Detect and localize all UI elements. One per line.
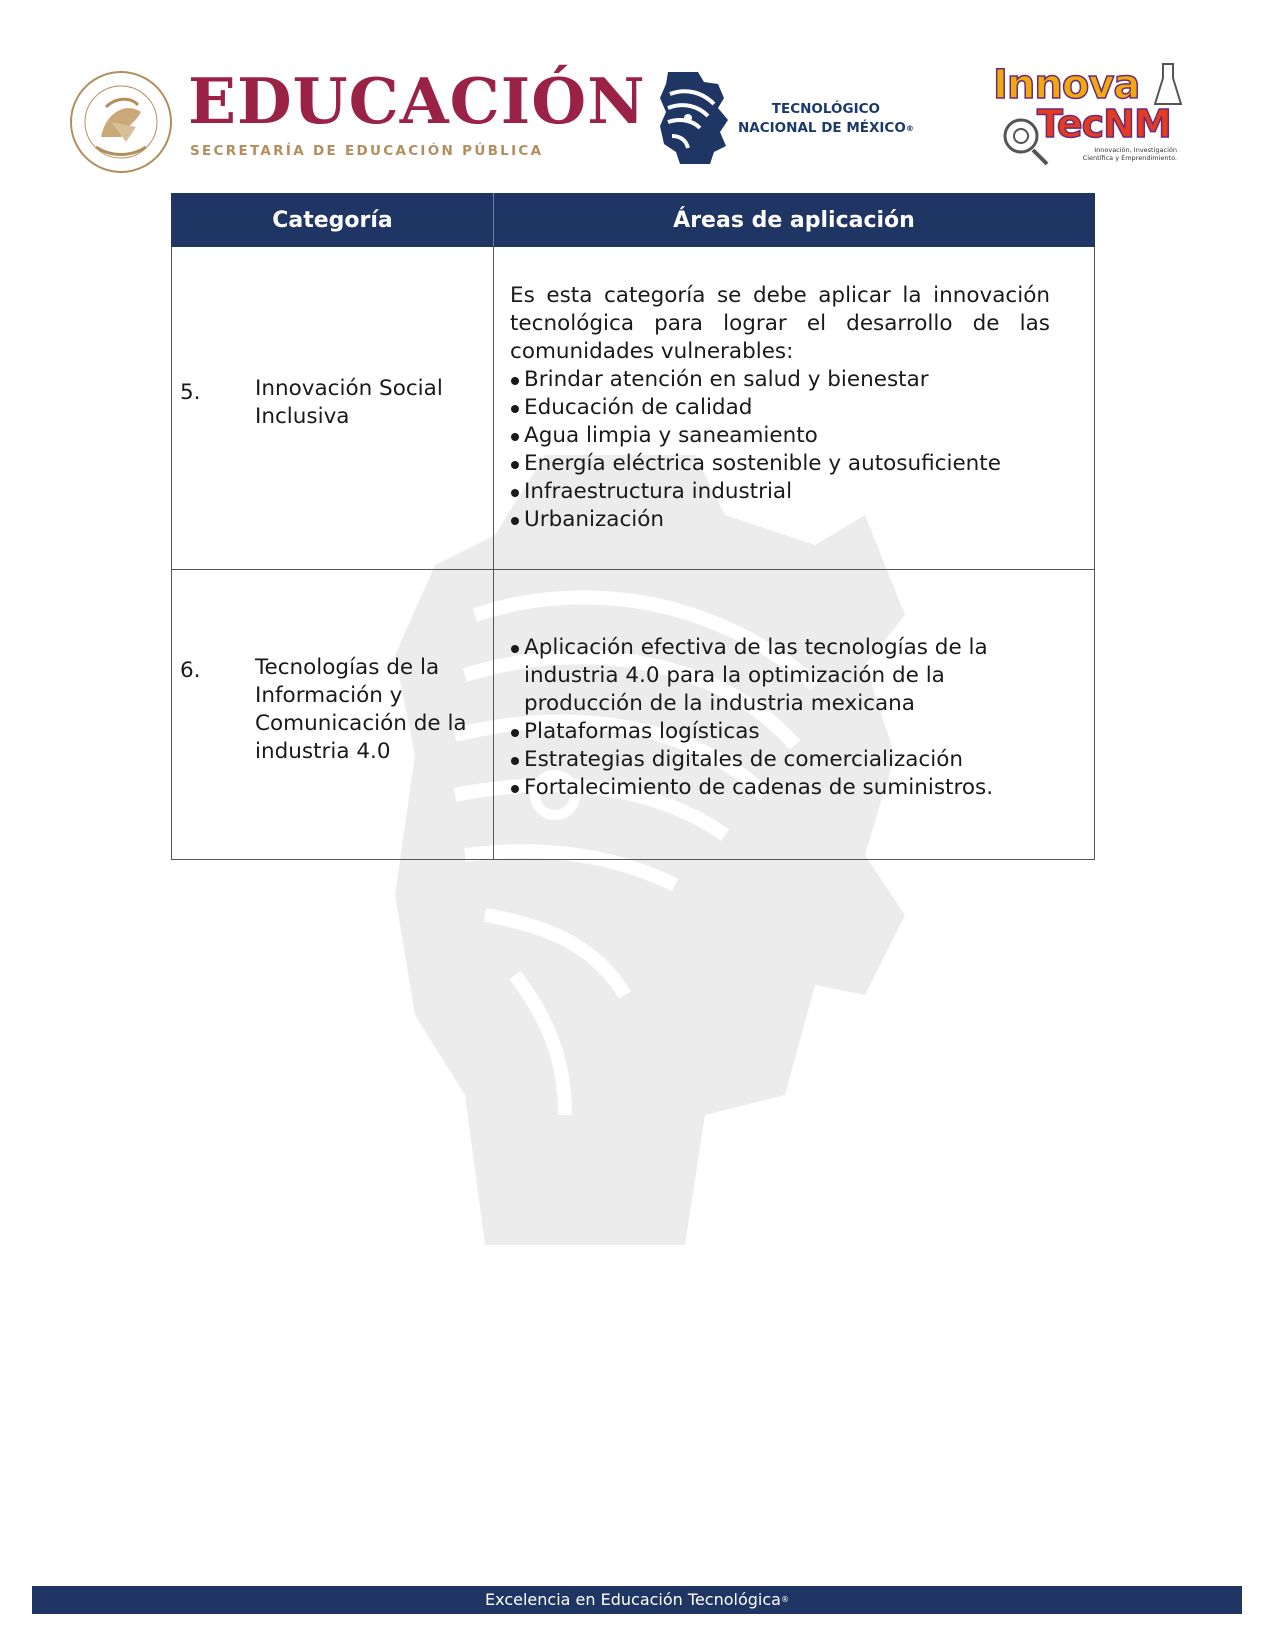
table-row bbox=[172, 570, 1095, 860]
list-item: Infraestructura industrial bbox=[510, 478, 1050, 506]
areas-cell bbox=[494, 247, 1095, 570]
list-item: Urbanización bbox=[510, 506, 1050, 534]
list-item: Aplicación efectiva de las tecnologías de la industria 4.0 para la optimización de la producción de la industria mexicana bbox=[510, 634, 1050, 718]
areas-list bbox=[510, 366, 1050, 534]
header-areas: Áreas de aplicación bbox=[494, 194, 1095, 247]
registered-mark: ® bbox=[780, 1595, 789, 1604]
areas-cell bbox=[494, 570, 1095, 860]
tecnm-word: TecNM bbox=[1037, 102, 1171, 146]
table-header-row bbox=[172, 194, 1095, 247]
list-item: Educación de calidad bbox=[510, 394, 1050, 422]
category-name: Innovación Social Inclusiva bbox=[255, 376, 443, 429]
category-number: 6. bbox=[180, 658, 201, 683]
gear-magnifier-icon bbox=[993, 108, 1053, 168]
category-number: 5. bbox=[180, 380, 201, 405]
tecnm-gear-logo bbox=[658, 68, 732, 168]
table-row bbox=[172, 247, 1095, 570]
list-item: Brindar atención en salud y bienestar bbox=[510, 366, 1050, 394]
flask-icon bbox=[1153, 62, 1183, 110]
list-item: Fortalecimiento de cadenas de suministros. bbox=[510, 774, 1050, 802]
innova-tecnm-logo bbox=[985, 62, 1195, 182]
registered-mark: ® bbox=[905, 124, 914, 133]
category-cell bbox=[172, 570, 494, 860]
mexico-seal-logo bbox=[66, 67, 176, 177]
list-item: Plataformas logísticas bbox=[510, 718, 1050, 746]
list-item: Estrategias digitales de comercialización bbox=[510, 746, 1050, 774]
sep-title: EDUCACIÓN bbox=[188, 64, 646, 138]
tecnm-line2: NACIONAL DE MÉXICO bbox=[738, 120, 906, 136]
innova-word: Innova bbox=[993, 62, 1140, 108]
list-item: Agua limpia y saneamiento bbox=[510, 422, 1050, 450]
tecnm-wordmark bbox=[738, 100, 914, 138]
areas-intro: Es esta categoría se debe aplicar la innovación tecnológica para lograr el desarrollo de las comunidades vulnerables: bbox=[510, 283, 1050, 364]
tecnm-line1: TECNOLÓGICO bbox=[771, 101, 880, 117]
page-header bbox=[0, 62, 1275, 182]
list-item: Energía eléctrica sostenible y autosuficiente bbox=[510, 450, 1050, 478]
categories-table bbox=[171, 193, 1095, 860]
category-name: Tecnologías de la Información y Comunicación de la industria 4.0 bbox=[255, 654, 467, 764]
footer-text: Excelencia en Educación Tecnológica bbox=[485, 1590, 781, 1609]
header-categoria: Categoría bbox=[172, 194, 494, 247]
areas-list bbox=[510, 634, 1050, 802]
page-footer bbox=[32, 1586, 1242, 1614]
innova-tagline: Innovación, Investigación Científica y Emprendimiento. bbox=[1082, 146, 1177, 162]
sep-subtitle: SECRETARÍA DE EDUCACIÓN PÚBLICA bbox=[190, 143, 544, 159]
category-cell bbox=[172, 247, 494, 570]
